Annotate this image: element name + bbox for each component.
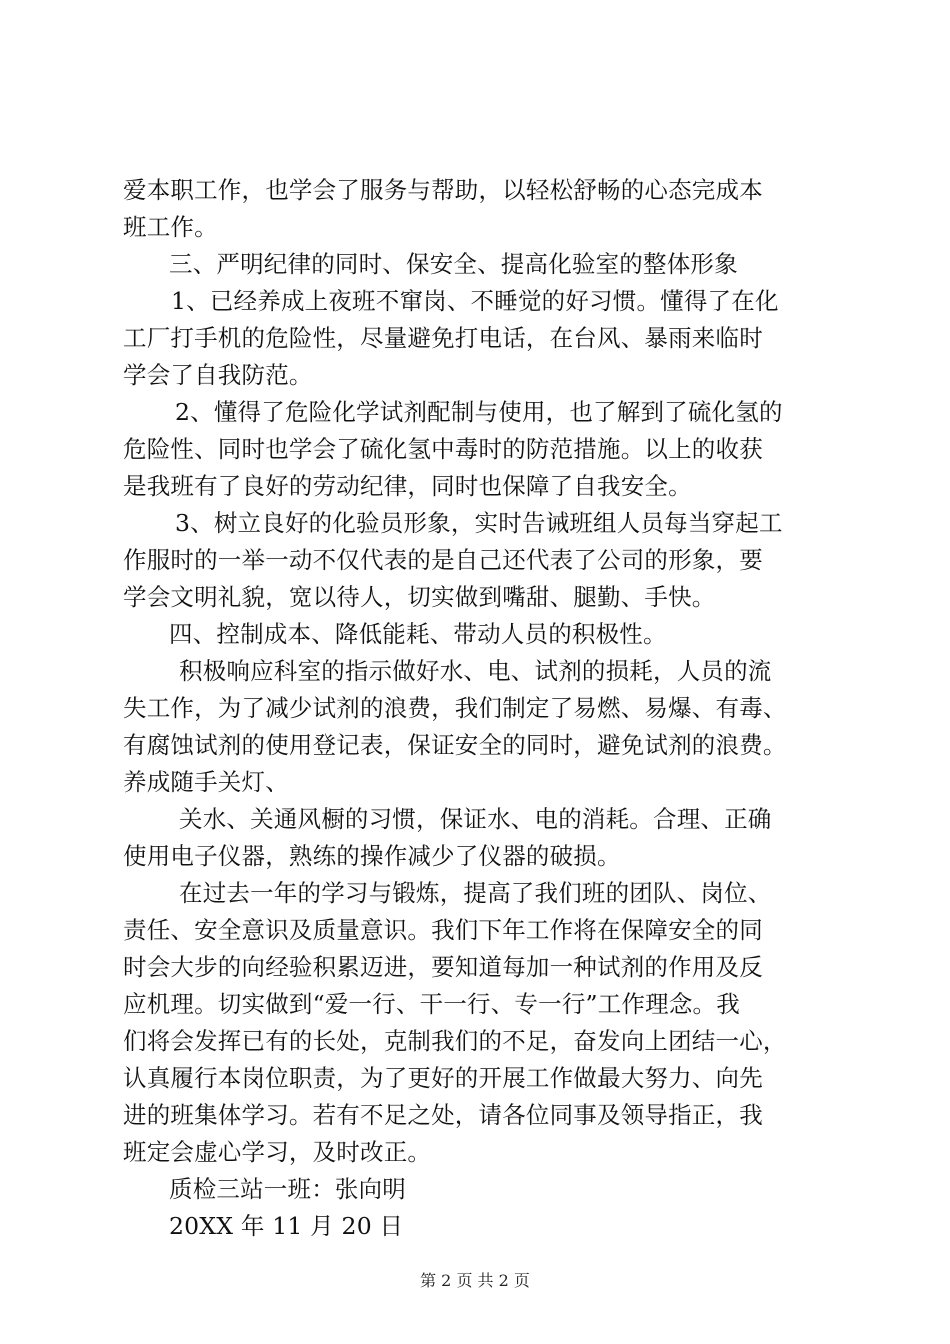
text-line: 失工作，为了减少试剂的浪费，我们制定了易燃、易爆、有毒、 — [123, 694, 787, 722]
text-line: 3、树立良好的化验员形象，实时告诫班组人员每当穿起工 — [175, 509, 783, 537]
text-line: 班定会虚心学习，及时改正。 — [123, 1138, 432, 1166]
text-line: 进的班集体学习。若有不足之处，请各位同事及领导指正，我 — [123, 1101, 763, 1129]
text-line: 责任、安全意识及质量意识。我们下年工作将在保障安全的同 — [123, 916, 763, 944]
text-line: 在过去一年的学习与锻炼，提高了我们班的团队、岗位、 — [179, 879, 772, 907]
text-line: 1、已经养成上夜班不窜岗、不睡觉的好习惯。懂得了在化 — [171, 287, 779, 315]
text-line: 作服时的一举一动不仅代表的是自己还代表了公司的形象，要 — [123, 546, 763, 574]
text-line: 班工作。 — [123, 213, 218, 241]
text-line: 学会了自我防范。 — [123, 361, 313, 389]
text-line: 们将会发挥已有的长处，克制我们的不足，奋发向上团结一心， — [123, 1027, 787, 1055]
text-line: 三、严明纪律的同时、保安全、提高化验室的整体形象 — [169, 250, 738, 278]
text-line: 使用电子仪器，熟练的操作减少了仪器的破损。 — [123, 842, 621, 870]
text-line: 认真履行本岗位职责，为了更好的开展工作做最大努力、向先 — [123, 1064, 763, 1092]
page-footer: 第 2 页 共 2 页 — [420, 1271, 530, 1290]
text-line: 20XX 年 11 月 20 日 — [169, 1212, 404, 1240]
text-line: 四、控制成本、降低能耗、带动人员的积极性。 — [169, 620, 667, 648]
text-line: 应机理。切实做到“爱一行、干一行、专一行”工作理念。我 — [123, 990, 740, 1018]
text-line: 质检三站一班：张向明 — [169, 1175, 406, 1203]
text-line: 积极响应科室的指示做好水、电、试剂的损耗，人员的流 — [179, 657, 772, 685]
text-line: 是我班有了良好的劳动纪律，同时也保障了自我安全。 — [123, 472, 692, 500]
text-line: 时会大步的向经验积累迈进，要知道每加一种试剂的作用及反 — [123, 953, 763, 981]
text-line: 危险性、同时也学会了硫化氢中毒时的防范措施。以上的收获 — [123, 435, 763, 463]
text-line: 有腐蚀试剂的使用登记表，保证安全的同时，避免试剂的浪费。 — [123, 731, 787, 759]
text-line: 爱本职工作，也学会了服务与帮助，以轻松舒畅的心态完成本 — [123, 176, 763, 204]
text-line: 养成随手关灯、 — [123, 768, 289, 796]
text-line: 关水、关通风橱的习惯，保证水、电的消耗。合理、正确 — [179, 805, 772, 833]
body-text — [123, 172, 833, 1245]
text-line: 2、懂得了危险化学试剂配制与使用，也了解到了硫化氢的 — [175, 398, 783, 426]
text-line: 工厂打手机的危险性，尽量避免打电话，在台风、暴雨来临时 — [123, 324, 763, 352]
text-line: 学会文明礼貌，宽以待人，切实做到嘴甜、腿勤、手快。 — [123, 583, 716, 611]
